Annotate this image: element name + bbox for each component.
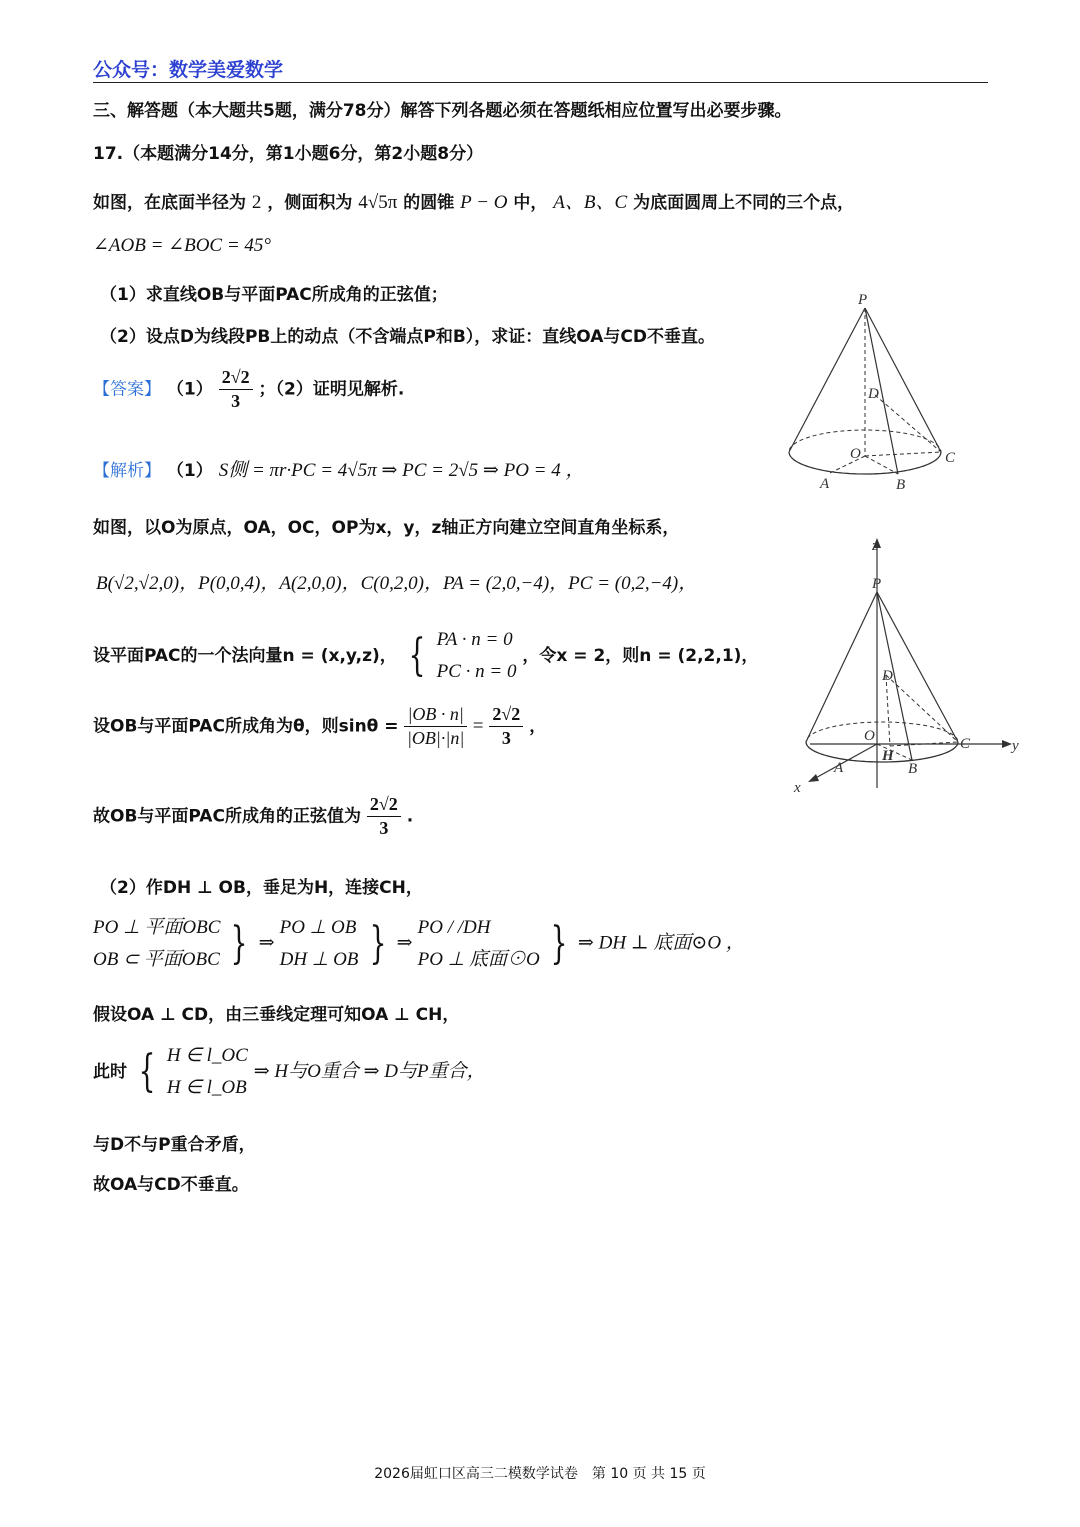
figure2-label-A: A bbox=[834, 760, 844, 776]
then-line bbox=[93, 1040, 486, 1104]
cone-name: P − O bbox=[460, 192, 508, 213]
figure1-label-A: A bbox=[820, 476, 830, 492]
segment-dc bbox=[875, 395, 941, 452]
figure2-label-H: H bbox=[882, 748, 894, 764]
answer-label: 【答案】 bbox=[93, 379, 161, 400]
then-label: 此时 bbox=[93, 1062, 127, 1082]
brace-a: } bbox=[231, 918, 248, 969]
chain-c1: PO / /DH bbox=[417, 917, 491, 938]
figure1-label-O: O bbox=[850, 446, 861, 462]
then-cond-2: H ∈ l_OB bbox=[166, 1077, 247, 1098]
figure1-label-C: C bbox=[945, 450, 956, 466]
angle-condition: ∠AOB = ∠BOC = 45° bbox=[93, 235, 272, 256]
sine-value-numerator: 2√2 bbox=[489, 705, 523, 727]
system-eq-1: PA · n = 0 bbox=[436, 629, 513, 650]
chain-a2: OB ⊂ 平面OBC bbox=[93, 949, 220, 970]
chain-b2: DH ⊥ OB bbox=[279, 949, 359, 970]
sine-value-denominator: 3 bbox=[501, 727, 511, 748]
figure2-label-O: O bbox=[864, 728, 875, 744]
problem-number: 17.（本题满分14分，第1小题6分，第2小题8分） bbox=[93, 144, 484, 164]
conclusion-1: 故OB与平面PAC所成角的正弦值为 $\frac{2√2}{3}$ . bbox=[93, 794, 414, 838]
part2-line: （2）作DH ⊥ OB，垂足为H，连接CH， bbox=[100, 878, 423, 898]
chain-c2: PO ⊥ 底面⊙O bbox=[417, 949, 540, 970]
chain-a1: PO ⊥ 平面OBC bbox=[93, 917, 221, 938]
problem-intro bbox=[93, 187, 854, 214]
brace-b: } bbox=[369, 918, 386, 969]
answer-part2: ；（2）证明见解析. bbox=[258, 379, 405, 400]
section-title: 三、解答题（本大题共5题，满分78分）解答下列各题必须在答题纸相应位置写出必要步骤。 bbox=[93, 101, 792, 121]
final-conclusion: 故OA与CD不垂直。 bbox=[93, 1175, 249, 1195]
figure2-label-B: B bbox=[908, 761, 918, 777]
intro-text-5: 为底面圆周上不同的三个点， bbox=[633, 193, 855, 213]
coordinate-figure bbox=[790, 530, 1030, 800]
x-arrow-icon bbox=[808, 774, 819, 782]
then-brace: { bbox=[138, 1046, 156, 1097]
answer-line bbox=[93, 368, 404, 411]
then-cond-1: H ∈ l_OC bbox=[166, 1045, 248, 1066]
figure2-label-x: x bbox=[794, 780, 801, 796]
sine-numerator: |OB · n| bbox=[404, 705, 466, 727]
y-arrow-icon bbox=[1002, 740, 1012, 748]
coordinate-setup: 如图，以O为原点，OA，OC，OP为x，y，z轴正方向建立空间直角坐标系， bbox=[93, 518, 680, 538]
figure2-label-y: y bbox=[1012, 738, 1019, 754]
intro-text-3: 的圆锥 bbox=[403, 193, 455, 213]
figure2-label-D: D bbox=[882, 668, 893, 684]
area-value: 4√5π bbox=[358, 192, 398, 213]
conclusion-denominator: 3 bbox=[379, 817, 389, 838]
slant-right-2 bbox=[877, 592, 958, 742]
answer-denominator: 3 bbox=[231, 390, 241, 411]
normal-vector-line bbox=[93, 624, 758, 688]
radius-oc bbox=[865, 452, 941, 456]
implication-chain: PO ⊥ 平面OBC OB ⊂ 平面OBC } ⇒ PO ⊥ OB DH ⊥ OB } ⇒ PO / /DH PO ⊥ 底面⊙O } ⇒ DH ⊥ 底面⊙O ， bbox=[93, 912, 745, 976]
system-eq-2: PC · n = 0 bbox=[436, 661, 517, 682]
slant-left bbox=[789, 308, 865, 452]
brace-c: } bbox=[550, 918, 568, 969]
solution-label: 【解析】 bbox=[93, 461, 161, 481]
page-footer: 2026届虹口区高三二模数学试卷 第 10 页 共 15 页 bbox=[374, 1466, 706, 1482]
figure1-label-D: D bbox=[868, 386, 879, 402]
sine-denominator: |OB|·|n| bbox=[406, 727, 465, 748]
header-divider bbox=[93, 82, 988, 83]
conclusion-numerator: 2√2 bbox=[367, 795, 401, 817]
assumption-line: 假设OA ⊥ CD，由三垂线定理可知OA ⊥ CH， bbox=[93, 1005, 460, 1025]
sine-fraction bbox=[404, 705, 466, 748]
intro-text-2: ，侧面积为 bbox=[267, 193, 353, 213]
lateral-area-equation: S侧 = πr·PC = 4√5π ⇒ PC = 2√5 ⇒ PO = 4 ， bbox=[218, 460, 585, 481]
sine-intro: 设OB与平面PAC所成角为θ，则sinθ = bbox=[93, 716, 399, 737]
points-list: A、B、C bbox=[553, 192, 628, 213]
figure2-label-P: P bbox=[872, 576, 882, 592]
system-brace: { bbox=[408, 630, 426, 681]
contradiction-line: 与D不与P重合矛盾， bbox=[93, 1135, 256, 1155]
intro-text-4: 中， bbox=[513, 193, 548, 213]
solution-line-1 bbox=[93, 455, 584, 482]
chain-b1: PO ⊥ OB bbox=[279, 917, 357, 938]
sine-line: 设OB与平面PAC所成角为θ，则sinθ = $\frac{|OB \cdot n|}{|OB|\cdot|n|}$ = $\frac{2√2}{3}$ ， bbox=[93, 704, 547, 748]
segment-dc-2 bbox=[886, 675, 958, 742]
figure1-label-B: B bbox=[896, 477, 906, 493]
normal-intro: 设平面PAC的一个法向量n = (x,y,z)， bbox=[93, 646, 397, 666]
solution-part1: （1） bbox=[166, 461, 213, 481]
figure2-label-z: z bbox=[872, 538, 878, 554]
intro-text-1: 如图，在底面半径为 bbox=[93, 193, 246, 213]
slant-left-2 bbox=[806, 592, 877, 742]
question-1: （1）求直线OB与平面PAC所成角的正弦值； bbox=[100, 285, 448, 305]
normal-result: ，令x = 2，则n = (2,2,1)， bbox=[522, 646, 759, 666]
point-coordinates: B(√2,√2,0)，P(0,0,4)，A(2,0,0)，C(0,2,0)，PA = (2,0,−4)，PC = (0,2,−4)， bbox=[96, 573, 698, 594]
conclusion-text: 故OB与平面PAC所成角的正弦值为 bbox=[93, 806, 361, 827]
cone-figure bbox=[780, 290, 970, 500]
radius-ob bbox=[865, 456, 898, 474]
header-title: 公众号：数学美爱数学 bbox=[93, 59, 284, 81]
radius-value: 2 bbox=[251, 192, 262, 213]
conclusion-fraction bbox=[367, 795, 401, 838]
figure1-label-P: P bbox=[858, 292, 868, 308]
question-2: （2）设点D为线段PB上的动点（不含端点P和B），求证：直线OA与CD不垂直。 bbox=[100, 327, 716, 347]
sine-value bbox=[489, 705, 523, 748]
chain-result: ⇒ DH ⊥ 底面⊙O ， bbox=[577, 932, 745, 954]
figure2-label-C: C bbox=[960, 736, 971, 752]
answer-part1: （1） bbox=[166, 379, 213, 400]
then-result: ⇒ H与O重合 ⇒ D与P重合， bbox=[253, 1061, 486, 1082]
answer-numerator: 2√2 bbox=[219, 368, 253, 390]
segment-dh bbox=[886, 675, 890, 746]
normal-system bbox=[437, 624, 517, 688]
answer-fraction bbox=[219, 368, 253, 411]
